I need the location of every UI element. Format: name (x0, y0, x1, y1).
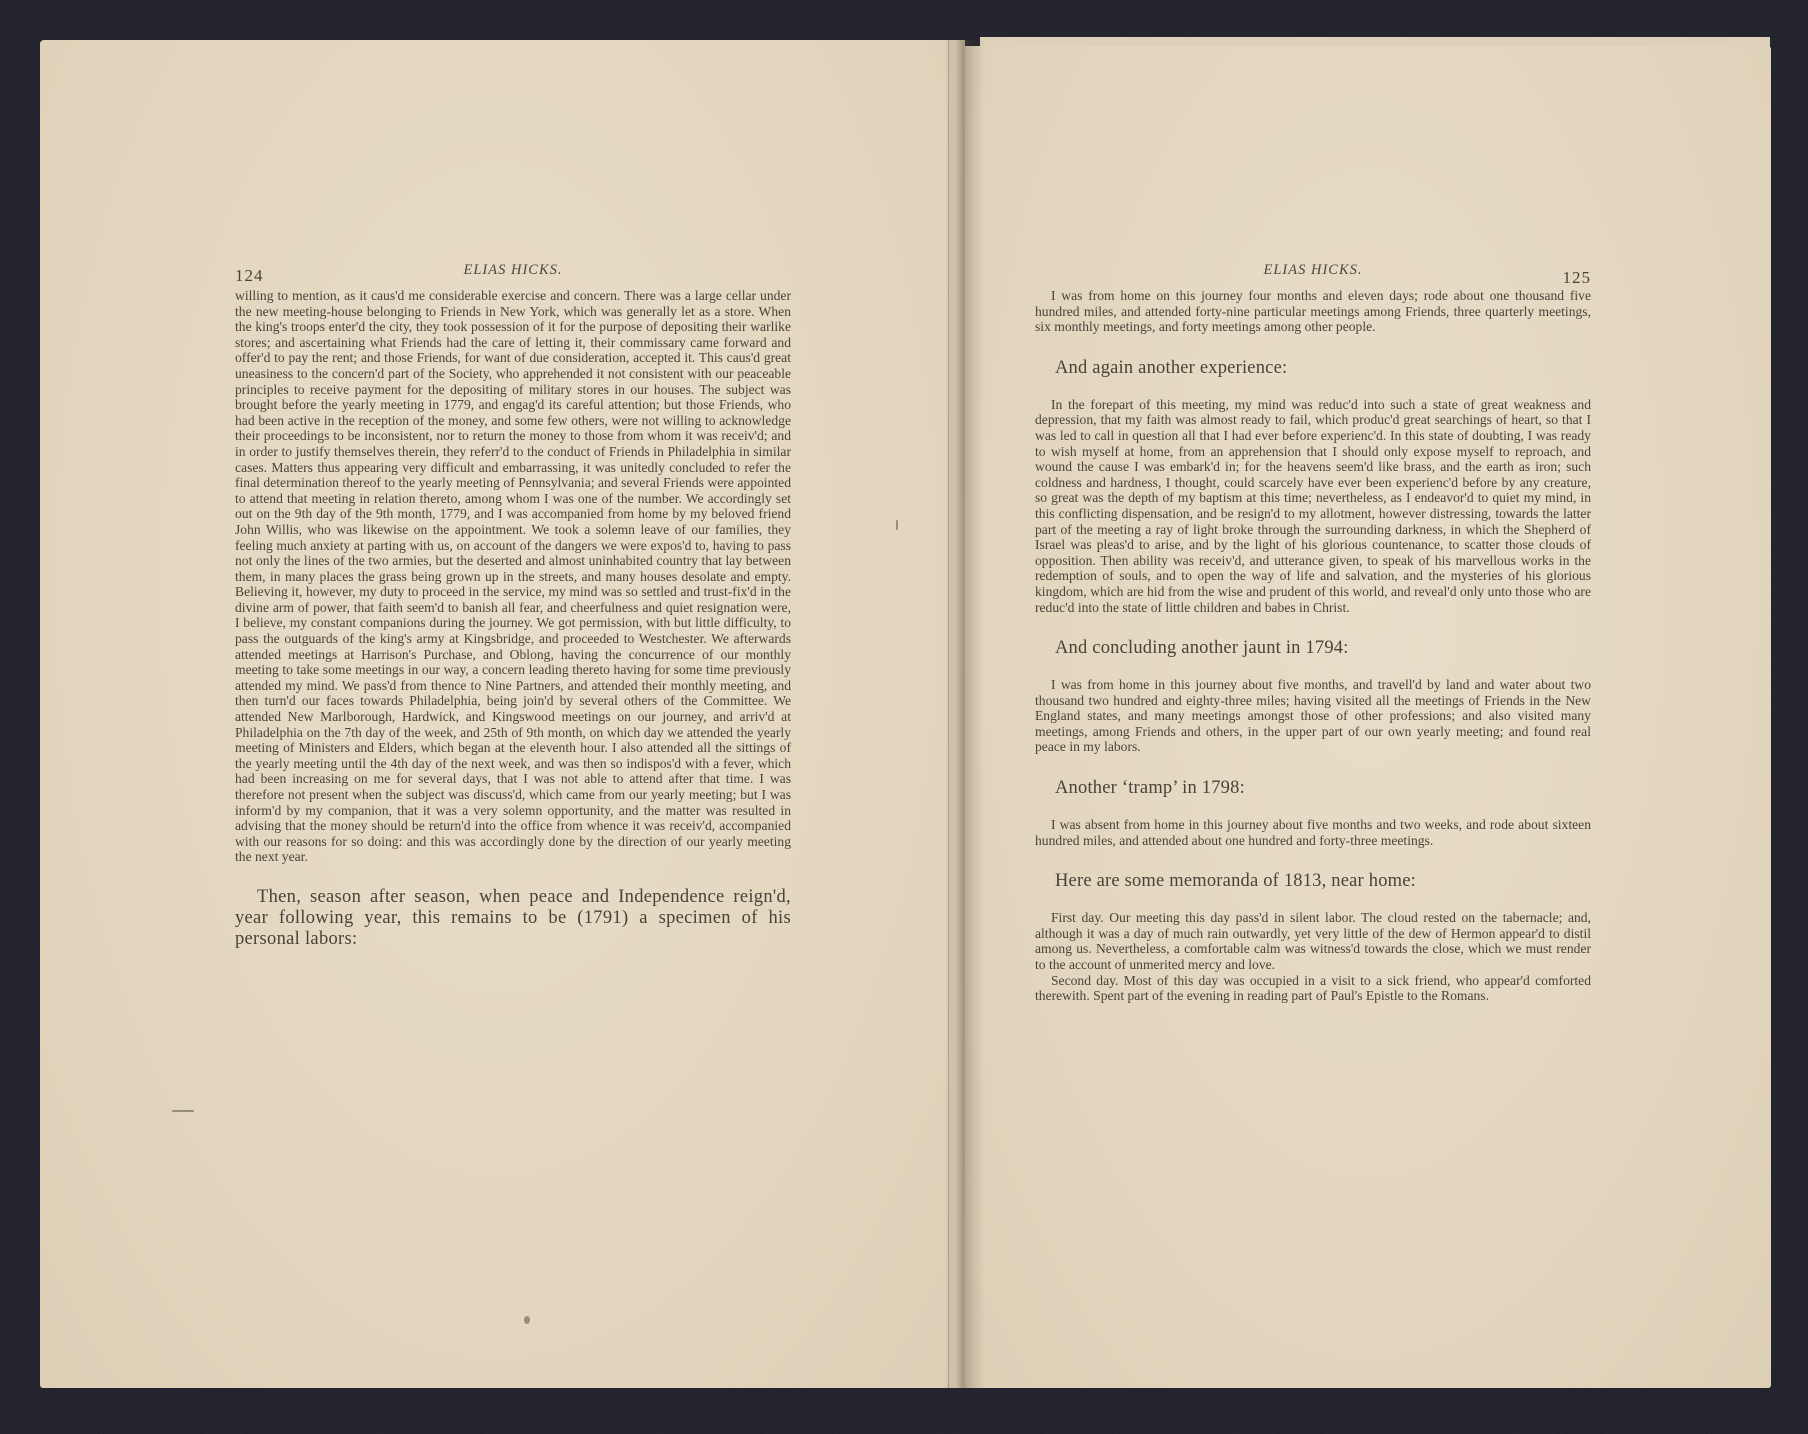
intro-paragraph: Then, season after season, when peace and Independence reign'd, year following year, this remains to be (1791) a specimen of his personal labors: (235, 886, 791, 949)
page-number: 124 (235, 266, 264, 285)
running-head (1035, 262, 1591, 287)
body-paragraph: willing to mention, as it caus'd me considerable exercise and concern. There was a large cellar under the new meeting-house belonging to Friends in New York, which was generally let as a store. When the king's troops enter'd the city, they took possession of it for the purpose of depositing their warlike stores; and ascertaining what Friends had the care of letting it, their commissary came forward and offer'd to pay the rent; and those Friends, for want of due consideration, accepted it. This caus'd great uneasiness to the concern'd part of the Society, who apprehended it not consistent with our peaceable principles to receive payment for the depositing of military stores in our houses. The subject was brought before the yearly meeting in 1779, and engag'd its careful attention; but those Friends, who had been active in the reception of the money, and some few others, were not willing to acknowledge their proceedings to be inconsistent, nor to return the money to those from whom it was receiv'd; and in order to justify themselves therein, they referr'd to the conduct of Friends in Philadelphia in similar cases. Matters thus appearing very difficult and embarrassing, it was unitedly concluded to refer the final determination thereof to the yearly meeting of Pennsylvania; and several Friends were appointed to attend that meeting in relation thereto, among whom I was one of the number. We accordingly set out on the 9th day of the 9th month, 1779, and I was accompanied from home by my beloved friend John Willis, who was likewise on the appointment. We took a solemn leave of our families, they feeling much anxiety at parting with us, on account of the dangers we were expos'd to, having to pass not only the lines of the two armies, but the deserted and almost uninhabited country that lay between them, in many places the grass being grown up in the streets, and many houses desolate and empty. Believing it, however, my duty to proceed in the service, my mind was so settled and trust-fix'd in the divine arm of power, that faith seem'd to banish all fear, and cheerfulness and quiet resignation were, I believe, my constant companions during the journey. We got permission, with but little difficulty, to pass the outguards of the king's army at Kingsbridge, and proceeded to Westchester. We afterwards attended meetings at Harrison's Purchase, and Oblong, having the concurrence of our monthly meeting to take some meetings in our way, a concern leading thereto having for some time previously attended my mind. We pass'd from thence to Nine Partners, and attended their monthly meeting, and then turn'd our faces towards Philadelphia, being join'd by several others of the Committee. We attended New Marlborough, Hardwick, and Kingswood meetings on our journey, and arriv'd at Philadelphia on the 7th day of the week, and 25th of 9th month, on which day we attended the yearly meeting of Ministers and Elders, which began at the eleventh hour. I also attended all the sittings of the yearly meeting until the 4th day of the next week, and was then so indispos'd with a fever, which had been increasing on me for several days, that I was not able to attend after that time. I was therefore not present when the subject was discuss'd, which came from our yearly meeting; but I was inform'd by my companion, that it was a very solemn opportunity, and the matter was resulted in advising that the money should be return'd into the office from whence it was receiv'd, accompanied with our reasons for so doing: and this was accordingly done by the direction of our yearly meeting the next year. (235, 288, 791, 865)
book-spine-shadow (945, 40, 985, 1388)
section-paragraph: Second day. Most of this day was occupied in a visit to a sick friend, who appear'd comforted therewith. Spent part of the evening in reading part of Paul's Epistle to the Romans. (1035, 972, 1591, 1004)
right-page-text (1035, 262, 1591, 1004)
section-heading: And concluding another jaunt in 1794: (1055, 638, 1349, 659)
section-paragraph: I was absent from home in this journey about five months and two weeks, and rode about sixteen hundred miles, and attended about one hundred and forty-three meetings. (1035, 817, 1591, 848)
paper-speck (524, 1316, 530, 1324)
section-paragraph: I was from home in this journey about five months, and travell'd by land and water about two thousand two hundred and eighty-three miles; having visited all the meetings of Friends in the New England states, and many meetings amongst those of other professions; and also visited many meetings, among Friends and others, in the upper part of our own yearly meeting; and found real peace in my labors. (1035, 677, 1591, 755)
page-number: 125 (1562, 268, 1591, 287)
opening-paragraph: I was from home on this journey four months and eleven days; rode about one thousand five hundred miles, and attended forty-nine particular meetings among Friends, three quarterly meetings, six monthly meetings, and forty meetings among other people. (1035, 288, 1591, 335)
section-paragraph: In the forepart of this meeting, my mind was reduc'd into such a state of great weakness and depression, that my faith was almost ready to fail, which produc'd great searchings of heart, so that I was led to call in question all that I had ever before experienc'd. In this state of doubting, I was ready to wish myself at home, from an apprehension that I should only expose myself to reproach, and wound the cause I was embark'd in; for the heavens seem'd like brass, and the earth as iron; such coldness and hardness, I thought, could scarcely have ever been experienc'd before by any creature, so great was the depth of my baptism at this time; nevertheless, as I endeavor'd to quiet my mind, in this conflicting dispensation, and be resign'd to my allotment, however distressing, towards the latter part of the meeting a ray of light broke through the surrounding darkness, in which the Shepherd of Israel was pleas'd to arise, and by the light of his glorious countenance, to scatter those clouds of opposition. Then ability was receiv'd, and utterance given, to speak of his marvellous works in the redemption of souls, and to open the way of life and salvation, and the mysteries of his glorious kingdom, which are hid from the wise and prudent of this world, and reveal'd only unto those who are reduc'd into the state of little children and babes in Christ. (1035, 396, 1591, 615)
section-heading: Here are some memoranda of 1813, near home: (1055, 871, 1416, 892)
running-title: ELIAS HICKS. (1263, 262, 1363, 278)
section-heading: And again another experience: (1055, 357, 1288, 378)
paper-speck (896, 520, 898, 530)
section-paragraph: First day. Our meeting this day pass'd in silent labor. The cloud rested on the tabernacle; and, although it was a day of much rain outwardly, yet very little of the dew of Hermon appear'd to distil among us. Nevertheless, a comfortable calm was witness'd towards the close, which we must render to the account of unmerited mercy and love. (1035, 910, 1591, 973)
paper-speck (172, 1110, 194, 1112)
running-head (235, 262, 791, 284)
running-title: ELIAS HICKS. (463, 262, 563, 278)
left-page-text (235, 262, 791, 950)
section-heading: Another ‘tramp’ in 1798: (1055, 778, 1245, 799)
